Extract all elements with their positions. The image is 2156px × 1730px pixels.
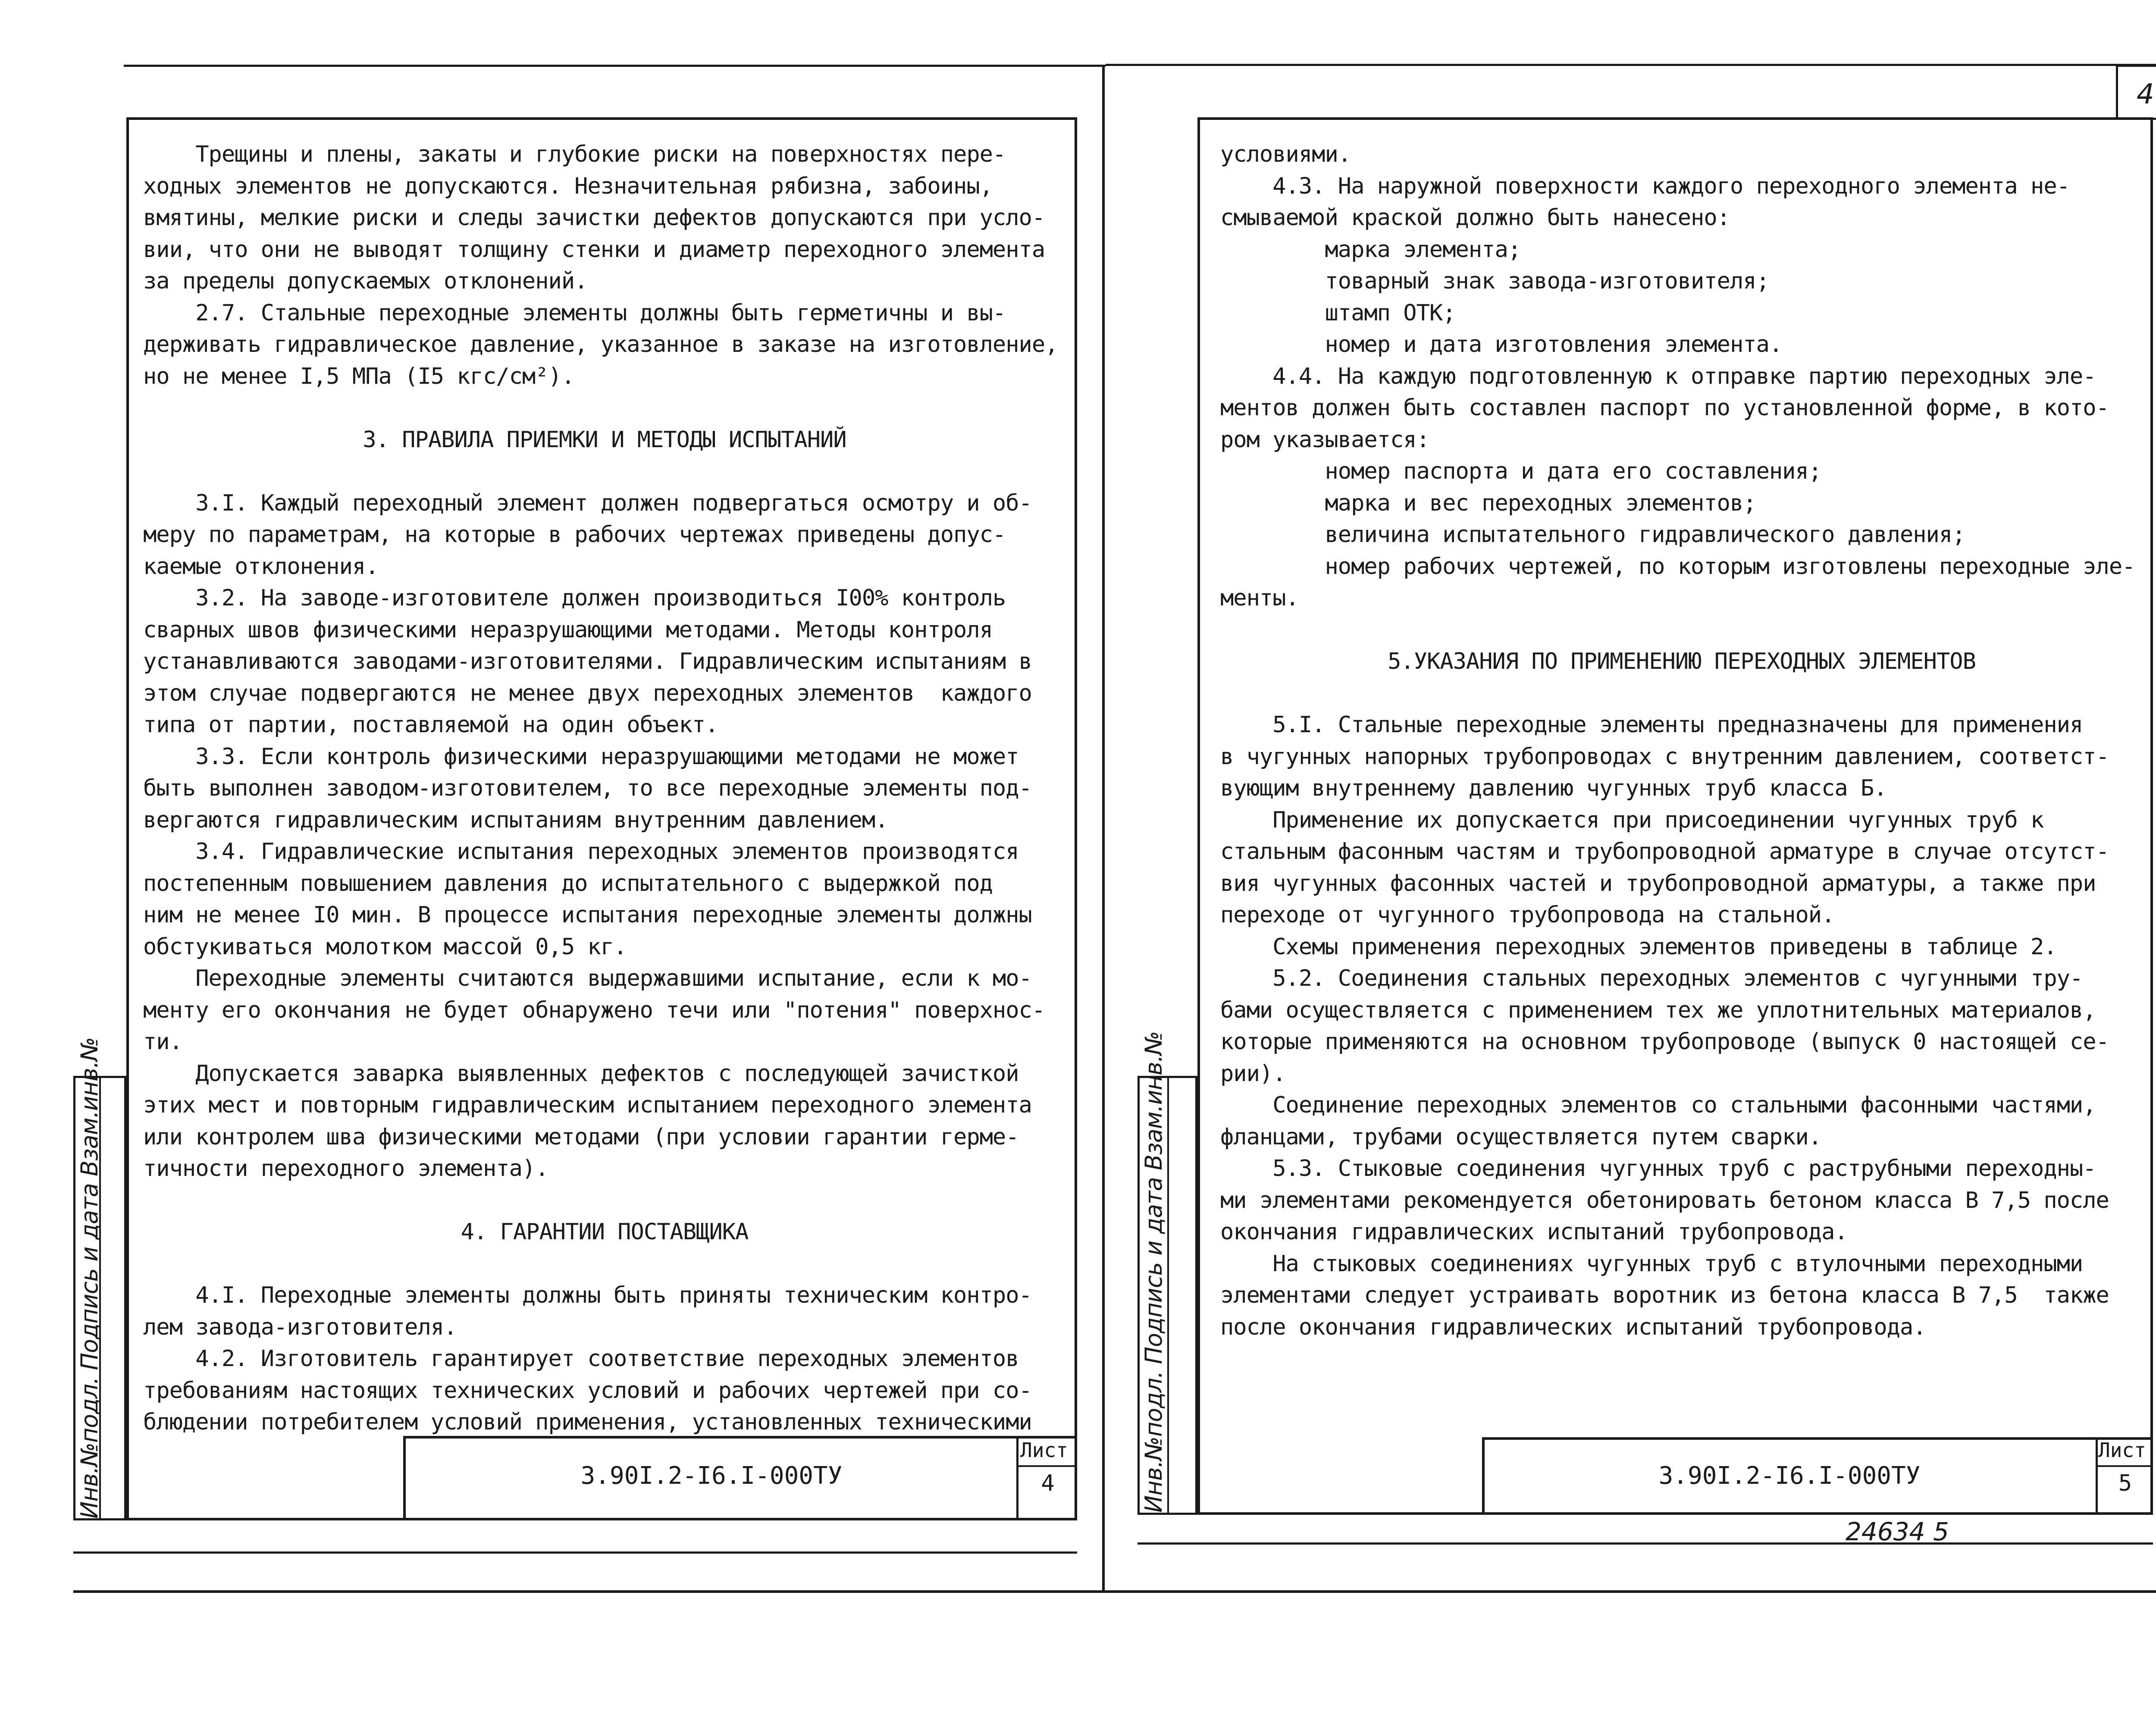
text-line: 3.I. Каждый переходный элемент должен подвергаться осмотру и об-: [143, 490, 1032, 516]
text-line: элементами следует устраивать воротник из бетона класса В 7,5 также: [1220, 1282, 2109, 1308]
text-line: вергаются гидравлическим испытаниям внутренним давлением.: [143, 807, 888, 833]
text-line: 3.2. На заводе-изготовителе должен производиться I00% контроль: [143, 585, 1006, 611]
text-line: каемые отклонения.: [143, 553, 379, 580]
text-line: ти.: [143, 1029, 182, 1055]
left-side-label: Инв.№подл. Подпись и дата Взам.инв.№: [76, 1037, 103, 1519]
text-line: или контролем шва физическими методами (при условии гарантии герме-: [143, 1124, 1019, 1150]
text-line: фланцами, трубами осуществляется путем сварки.: [1220, 1124, 1822, 1150]
text-line: номер рабочих чертежей, по которым изготовлены переходные эле-: [1220, 553, 2135, 580]
text-line: вмятины, мелкие риски и следы зачистки дефектов допускаются при усло-: [143, 205, 1045, 231]
text-line: вии, что они не выводят толщину стенки и диаметр переходного элемента: [143, 236, 1045, 263]
text-line: 4.3. На наружной поверхности каждого переходного элемента не-: [1220, 173, 2070, 199]
text-line: 5.3. Стыковые соединения чугунных труб с раструбными переходны-: [1220, 1156, 2096, 1182]
text-line: окончания гидравлических испытаний трубопровода.: [1220, 1219, 1848, 1245]
corner-page-number: 4: [2137, 78, 2154, 110]
text-line: товарный знак завода-изготовителя;: [1220, 268, 1769, 294]
text-line: 4.I. Переходные элементы должны быть приняты техническим контро-: [143, 1282, 1032, 1308]
text-line: [143, 1185, 1066, 1217]
right-inner-bottom: [1138, 1542, 2153, 1545]
left-stamp-sheet-divider: [1016, 1465, 1077, 1467]
text-line: 4.4. На каждую подготовленную к отправке партию переходных эле-: [1220, 363, 2096, 389]
right-page-text: [1220, 139, 2143, 1343]
text-line: марка элемента;: [1220, 236, 1521, 263]
section-heading: 4. ГАРАНТИИ ПОСТАВЩИКА: [461, 1219, 749, 1245]
top-border-right: [1106, 64, 2156, 66]
right-document-code: 3.90I.2-I6.I-000ТУ: [1658, 1462, 1921, 1490]
text-line: [1220, 678, 2143, 710]
section-heading: 5.УКАЗАНИЯ ПО ПРИМЕНЕНИЮ ПЕРЕХОДНЫХ ЭЛЕМЕНТОВ: [1388, 649, 1976, 674]
text-line: Допускается заварка выявленных дефектов с последующей зачисткой: [143, 1060, 1019, 1087]
text-line: Трещины и плены, закаты и глубокие риски на поверхностях пере-: [143, 141, 1006, 167]
text-line: устанавливаются заводами-изготовителями. Гидравлическим испытаниям в: [143, 649, 1032, 674]
text-line: марка и вес переходных элементов;: [1220, 490, 1756, 516]
text-line: которые применяются на основном трубопроводе (выпуск 0 настоящей се-: [1220, 1029, 2109, 1055]
text-line: ром указывается:: [1220, 426, 1429, 453]
right-stamp-sheet-divider: [2096, 1465, 2153, 1467]
text-line: типа от партии, поставляемой на один объект.: [143, 712, 718, 738]
text-line: 3.3. Если контроль физическими неразрушающими методами не может: [143, 743, 1019, 770]
right-side-stamp-divider: [1167, 1076, 1169, 1515]
text-line: но не менее I,5 МПа (I5 кгс/см²).: [143, 363, 575, 389]
text-line: ходных элементов не допускаются. Незначительная рябизна, забоины,: [143, 173, 993, 199]
text-line: требованиям настоящих технических условий и рабочих чертежей при со-: [143, 1377, 1032, 1404]
text-line: бами осуществляется с применением тех же уплотнительных материалов,: [1220, 997, 2096, 1023]
text-line: ми элементами рекомендуется обетонировать бетоном класса В 7,5 после: [1220, 1187, 2109, 1213]
text-line: обстукиваться молотком массой 0,5 кг.: [143, 934, 627, 960]
text-line: постепенным повышением давления до испытательного с выдержкой под: [143, 870, 993, 896]
text-line: быть выполнен заводом-изготовителем, то все переходные элементы под-: [143, 775, 1032, 801]
bottom-border: [73, 1590, 2156, 1593]
text-line: 2.7. Стальные переходные элементы должны быть герметичны и вы-: [143, 300, 1006, 326]
left-sheet-label: Лист: [1020, 1439, 1068, 1462]
text-line: менты.: [1220, 585, 1299, 611]
text-line: стальным фасонным частям и трубопроводной арматуре в случае отсутст-: [1220, 839, 2109, 865]
left-inner-bottom: [73, 1551, 1077, 1554]
text-line: [1220, 614, 2143, 646]
text-line: переходе от чугунного трубопровода на стальной.: [1220, 902, 1835, 928]
text-line: Схемы применения переходных элементов приведены в таблице 2.: [1220, 934, 2057, 960]
text-line: держивать гидравлическое давление, указанное в заказе на изготовление,: [143, 332, 1058, 357]
text-line: за пределы допускаемых отклонений.: [143, 268, 588, 294]
text-line: Применение их допускается при присоединении чугунных труб к: [1220, 807, 2044, 833]
text-line: вия чугунных фасонных частей и трубопроводной арматуры, а также при: [1220, 870, 2096, 896]
handwritten-inventory-note: 24634 5: [1846, 1517, 1949, 1546]
text-line: [143, 392, 1066, 424]
text-line: [143, 456, 1066, 488]
section-heading: 3. ПРАВИЛА ПРИЕМКИ И МЕТОДЫ ИСПЫТАНИЙ: [363, 426, 846, 453]
text-line: в чугунных напорных трубопроводах с внутренним давлением, соответст-: [1220, 743, 2109, 770]
text-line: На стыковых соединениях чугунных труб с втулочными переходными: [1220, 1250, 2083, 1277]
text-line: блюдении потребителем условий применения, установленных техническими: [143, 1409, 1032, 1435]
right-side-label: Инв.№подл. Подпись и дата Взам.инв.№: [1140, 1031, 1167, 1513]
text-line: этом случае подвергаются не менее двух переходных элементов каждого: [143, 680, 1032, 706]
text-line: штамп ОТК;: [1220, 300, 1456, 326]
text-line: этих мест и повторным гидравлическим испытанием переходного элемента: [143, 1092, 1032, 1118]
left-sheet-number: 4: [1041, 1470, 1055, 1496]
text-line: номер и дата изготовления элемента.: [1220, 332, 1783, 357]
text-line: тичности переходного элемента).: [143, 1156, 548, 1182]
text-line: меру по параметрам, на которые в рабочих чертежах приведены допус-: [143, 522, 1006, 548]
text-line: лем завода-изготовителя.: [143, 1314, 457, 1340]
text-line: 3.4. Гидравлические испытания переходных элементов производятся: [143, 839, 1019, 865]
left-page-text: [143, 139, 1066, 1439]
text-line: рии).: [1220, 1060, 1286, 1087]
text-line: ментов должен быть составлен паспорт по установленной форме, в кото-: [1220, 395, 2109, 421]
right-sheet-label: Лист: [2098, 1439, 2146, 1462]
center-fold-line: [1102, 65, 1105, 1593]
text-line: после окончания гидравлических испытаний трубопровода.: [1220, 1314, 1926, 1340]
text-line: 5.I. Стальные переходные элементы предназначены для применения: [1220, 712, 2083, 738]
text-line: величина испытательного гидравлического давления;: [1220, 522, 1965, 548]
text-line: номер паспорта и дата его составления;: [1220, 458, 1822, 484]
text-line: Переходные элементы считаются выдержавшими испытание, если к мо-: [143, 965, 1032, 991]
text-line: смываемой краской должно быть нанесено:: [1220, 205, 1730, 231]
text-line: 4.2. Изготовитель гарантирует соответствие переходных элементов: [143, 1346, 1019, 1372]
text-line: 5.2. Соединения стальных переходных элементов с чугунными тру-: [1220, 965, 2083, 991]
text-line: условиями.: [1220, 141, 1351, 167]
top-border-left: [124, 65, 1106, 67]
text-line: менту его окончания не будет обнаружено течи или "потения" поверхнос-: [143, 997, 1045, 1023]
text-line: Соединение переходных элементов со стальными фасонными частями,: [1220, 1092, 2096, 1118]
text-line: вующим внутреннему давлению чугунных труб класса Б.: [1220, 775, 1887, 801]
text-line: [143, 1248, 1066, 1280]
right-sheet-number: 5: [2118, 1470, 2132, 1496]
text-line: ним не менее I0 мин. В процессе испытания переходные элементы должны: [143, 902, 1032, 928]
left-document-code: 3.90I.2-I6.I-000ТУ: [580, 1462, 843, 1490]
text-line: сварных швов физическими неразрушающими методами. Методы контроля: [143, 617, 993, 643]
